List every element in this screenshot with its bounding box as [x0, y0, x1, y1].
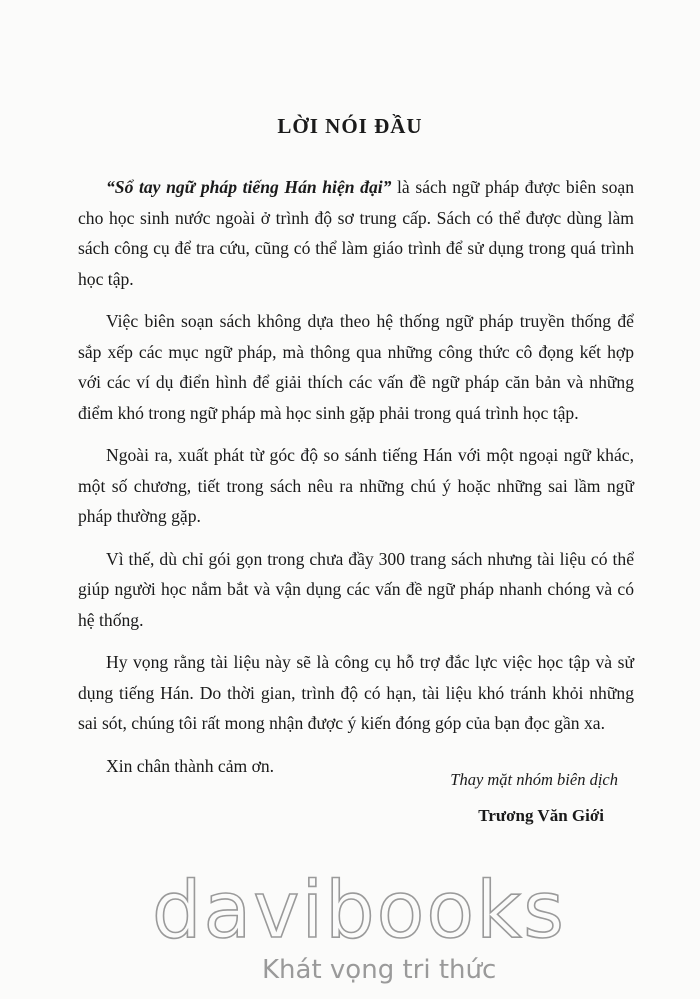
paragraph-6: Xin chân thành cảm ơn.: [106, 755, 275, 776]
paragraph-1: [78, 172, 634, 294]
preface-body: [78, 172, 634, 793]
watermark-tagline: Khát vọng tri thức: [262, 955, 497, 985]
signature-role: Thay mặt nhóm biên dịch: [450, 770, 618, 789]
book-title-quote: “Sổ tay ngữ pháp tiếng Hán hiện đại”: [106, 177, 392, 197]
paragraph-1-text: là sách ngữ pháp được biên soạn cho học sinh nước ngoài ở trình độ sơ trung cấp. Sách có thể được dùng làm sách công cụ để tra cứu, cũng có thể làm giáo trình để sử dụng trong quá trình học tập.: [78, 177, 634, 289]
watermark-logo: davibooks: [152, 866, 566, 956]
paragraph-2: Việc biên soạn sách không dựa theo hệ thống ngữ pháp truyền thống để sắp xếp các mục ngữ pháp, mà thông qua những công thức cô đọng kết hợp với các ví dụ điển hình để giải thích các vấn đề ngữ pháp căn bản và những điểm khó trong ngữ pháp mà học sinh gặp phải trong quá trình học tập.: [78, 311, 634, 423]
paragraph-4: Vì thế, dù chỉ gói gọn trong chưa đầy 300 trang sách nhưng tài liệu có thể giúp người học nắm bắt và vận dụng các vấn đề ngữ pháp nhanh chóng và có hệ thống.: [78, 548, 634, 630]
paragraph-5: Hy vọng rằng tài liệu này sẽ là công cụ hỗ trợ đắc lực việc học tập và sử dụng tiếng Hán. Do thời gian, trình độ có hạn, tài liệu khó tránh khỏi những sai sót, chúng tôi rất mong nhận được ý kiến đóng góp của bạn đọc gần xa.: [78, 652, 634, 733]
paragraph-3: Ngoài ra, xuất phát từ góc độ so sánh tiếng Hán với một ngoại ngữ khác, một số chương, tiết trong sách nêu ra những chú ý hoặc những sai lầm ngữ pháp thường gặp.: [78, 445, 634, 526]
page-title: LỜI NÓI ĐẦU: [277, 114, 423, 138]
signature-name: Trương Văn Giới: [478, 806, 604, 825]
